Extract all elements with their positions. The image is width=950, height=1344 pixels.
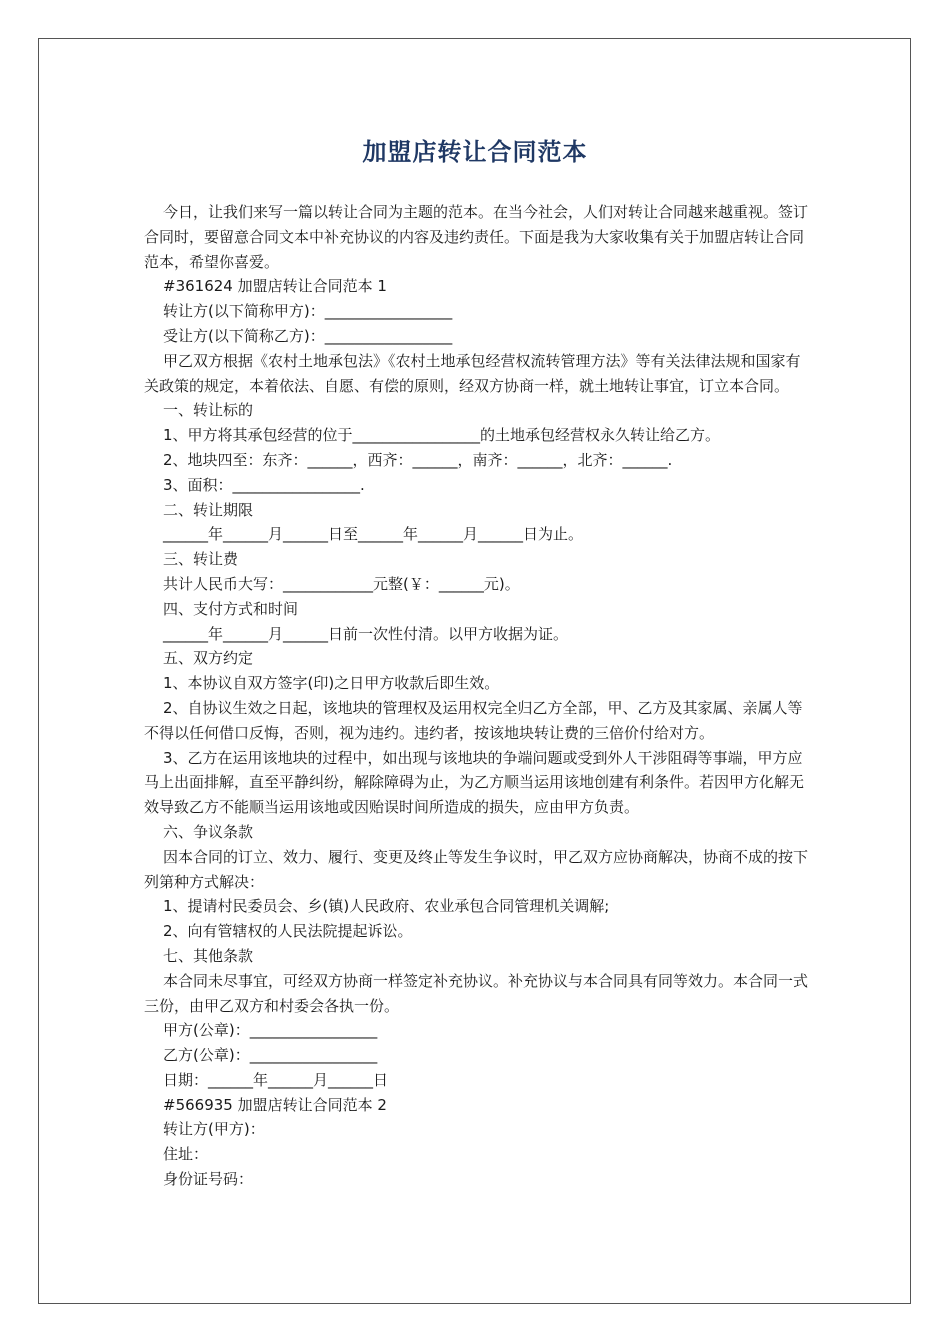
clause-item: 1、本协议自双方签字(印)之日甲方收款后即生效。 bbox=[163, 674, 500, 693]
transferor-line: 转让方(以下简称甲方)：_________________ bbox=[163, 302, 453, 321]
section-heading: 一、转让标的 bbox=[163, 401, 254, 420]
contract-1-heading: #361624 加盟店转让合同范本 1 bbox=[163, 277, 387, 296]
document-body bbox=[144, 200, 810, 1192]
party-a-seal-line: 甲方(公章)：_________________ bbox=[163, 1021, 378, 1040]
id-number-line: 身份证号码： bbox=[163, 1170, 254, 1189]
contract-2-heading: #566935 加盟店转让合同范本 2 bbox=[163, 1095, 387, 1114]
section-heading: 六、争议条款 bbox=[163, 822, 254, 841]
clause-item: 1、提请村民委员会、乡(镇)人民政府、农业承包合同管理机关调解; bbox=[163, 897, 610, 916]
transferee-line: 受让方(以下简称乙方)：_________________ bbox=[163, 326, 453, 345]
section-heading: 三、转让费 bbox=[163, 550, 239, 569]
clause-item: 1、甲方将其承包经营的位于_________________的土地承包经营权永久转让给乙方。 bbox=[163, 426, 721, 445]
section-heading: 五、双方约定 bbox=[163, 649, 254, 668]
clause-item: 共计人民币大写：____________元整(￥：______元)。 bbox=[163, 574, 520, 593]
clause-item: 2、地块四至：东齐：______，西齐：______，南齐：______，北齐：______. bbox=[163, 450, 673, 469]
clause-item: 2、自协议生效之日起，该地块的管理权及运用权完全归乙方全部，甲、乙方及其家属、亲属人等不得以任何借口反悔，否则，视为违约。违约者，按该地块转让费的三倍价付给对方。 bbox=[144, 698, 803, 742]
address-line: 住址： bbox=[163, 1145, 209, 1164]
section-heading: 四、支付方式和时间 bbox=[163, 599, 299, 618]
section-heading: 七、其他条款 bbox=[163, 946, 254, 965]
date-line: 日期：______年______月______日 bbox=[163, 1070, 389, 1089]
clause-item: ______年______月______日前一次性付清。以甲方收据为证。 bbox=[163, 624, 569, 643]
section-heading: 二、转让期限 bbox=[163, 500, 254, 519]
document-title: 加盟店转让合同范本 bbox=[362, 138, 588, 166]
clause-item: 3、乙方在运用该地块的过程中，如出现与该地块的争端问题或受到外人干涉阻碍等事端，甲方应马上出面排解，直至平静纠纷，解除障碍为止，为乙方顺当运用该地创建有利条件。若因甲方化解无效导致乙方不能顺当运用该地或因贻误时间所造成的损失，应由甲方负责。 bbox=[144, 748, 805, 817]
transferor-line: 转让方(甲方)： bbox=[163, 1120, 265, 1139]
clause-item: ______年______月______日至______年______月______日为止。 bbox=[163, 525, 584, 544]
clause-item: 本合同未尽事宜，可经双方协商一样签定补充协议。补充协议与本合同具有同等效力。本合同一式三份，由甲乙双方和村委会各执一份。 bbox=[144, 971, 809, 1015]
intro-paragraph: 今日，让我们来写一篇以转让合同为主题的范本。在当今社会，人们对转让合同越来越重视。签订合同时，要留意合同文本中补充协议的内容及违约责任。下面是我为大家收集有关于加盟店转让合同范本，希望你喜爱。 bbox=[144, 203, 809, 271]
preamble-paragraph: 甲乙双方根据《农村土地承包法》《农村土地承包经营权流转管理方法》等有关法律法规和国家有关政策的规定，本着依法、自愿、有偿的原则，经双方协商一样，就土地转让事宜，订立本合同。 bbox=[144, 351, 801, 395]
clause-item: 2、向有管辖权的人民法院提起诉讼。 bbox=[163, 922, 413, 941]
party-b-seal-line: 乙方(公章)：_________________ bbox=[163, 1046, 378, 1065]
clause-item: 因本合同的订立、效力、履行、变更及终止等发生争议时，甲乙双方应协商解决，协商不成的按下列第种方式解决： bbox=[144, 847, 809, 891]
clause-item: 3、面积：_________________. bbox=[163, 475, 365, 494]
